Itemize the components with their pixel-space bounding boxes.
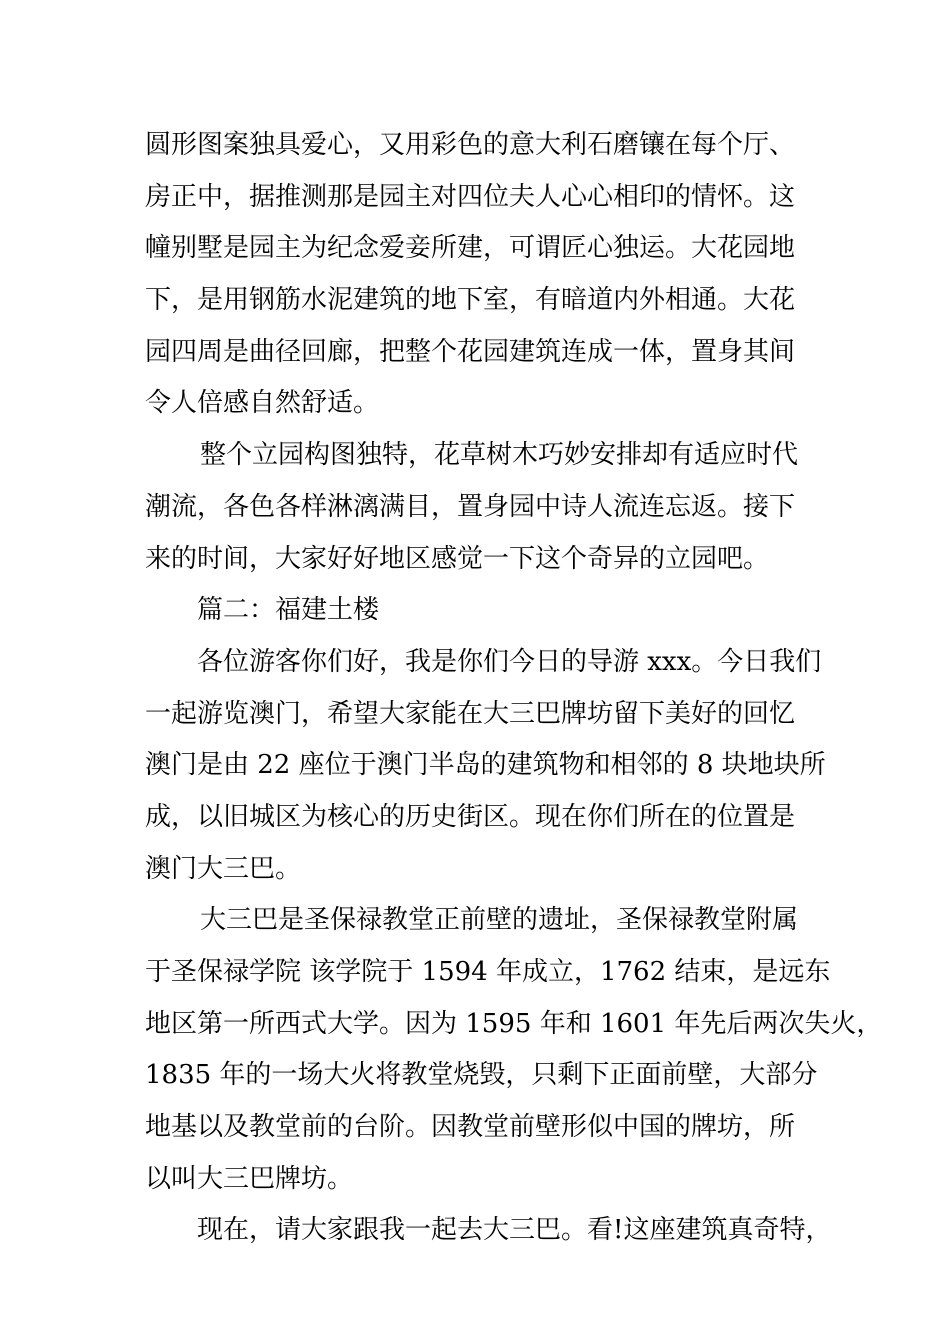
text-line: 令人倍感自然舒适。 (145, 388, 380, 419)
text-line: 以叫大三巴牌坊。 (145, 1163, 354, 1194)
section-heading: 篇二：福建土楼 (197, 595, 380, 626)
text-line: 房正中，据推测那是园主对四位夫人心心相印的情怀。这 (145, 181, 796, 212)
text-line: 来的时间，大家好好地区感觉一下这个奇异的立园吧。 (145, 543, 770, 574)
text-line: 于圣保禄学院 该学院于 1594 年成立，1762 结束，是远东 (145, 957, 831, 987)
text-line: 幢别墅是园主为纪念爱妾所建，可谓匠心独运。大花园地 (145, 233, 796, 264)
text-line: 地基以及教堂前的台阶。因教堂前壁形似中国的牌坊，所 (145, 1112, 796, 1143)
text-line: 潮流，各色各样淋漓满目，置身园中诗人流连忘返。接下 (145, 491, 796, 522)
text-line: 1835 年的一场大火将教堂烧毁，只剩下正面前壁，大部分 (145, 1060, 818, 1091)
text-line: 圆形图案独具爱心，又用彩色的意大利石磨镶在每个厅、 (145, 130, 796, 160)
text-line: 成，以旧城区为核心的历史街区。现在你们所在的位置是 (145, 801, 796, 832)
text-line: 各位游客你们好，我是你们今日的导游 xxx。今日我们 (197, 646, 822, 677)
text-line: 园四周是曲径回廊，把整个花园建筑连成一体，置身其间 (145, 336, 796, 367)
text-line: 大三巴是圣保禄教堂正前壁的遗址，圣保禄教堂附属 (200, 905, 799, 936)
text-line: 地区第一所西式大学。因为 1595 年和 1601 年先后两次失火， (145, 1008, 883, 1039)
text-line: 现在，请大家跟我一起去大三巴。看!这座建筑真奇特， (197, 1215, 832, 1246)
body-text (145, 120, 883, 1257)
text-line: 整个立园构图独特，花草树木巧妙安排却有适应时代 (200, 440, 799, 471)
text-line: 下，是用钢筋水泥建筑的地下室，有暗道内外相通。大花 (145, 285, 796, 316)
text-line: 澳门大三巴。 (145, 853, 302, 884)
text-line: 澳门是由 22 座位于澳门半岛的建筑物和相邻的 8 块地块所 (145, 750, 826, 781)
text-line: 一起游览澳门，希望大家能在大三巴牌坊留下美好的回忆 (145, 698, 796, 729)
